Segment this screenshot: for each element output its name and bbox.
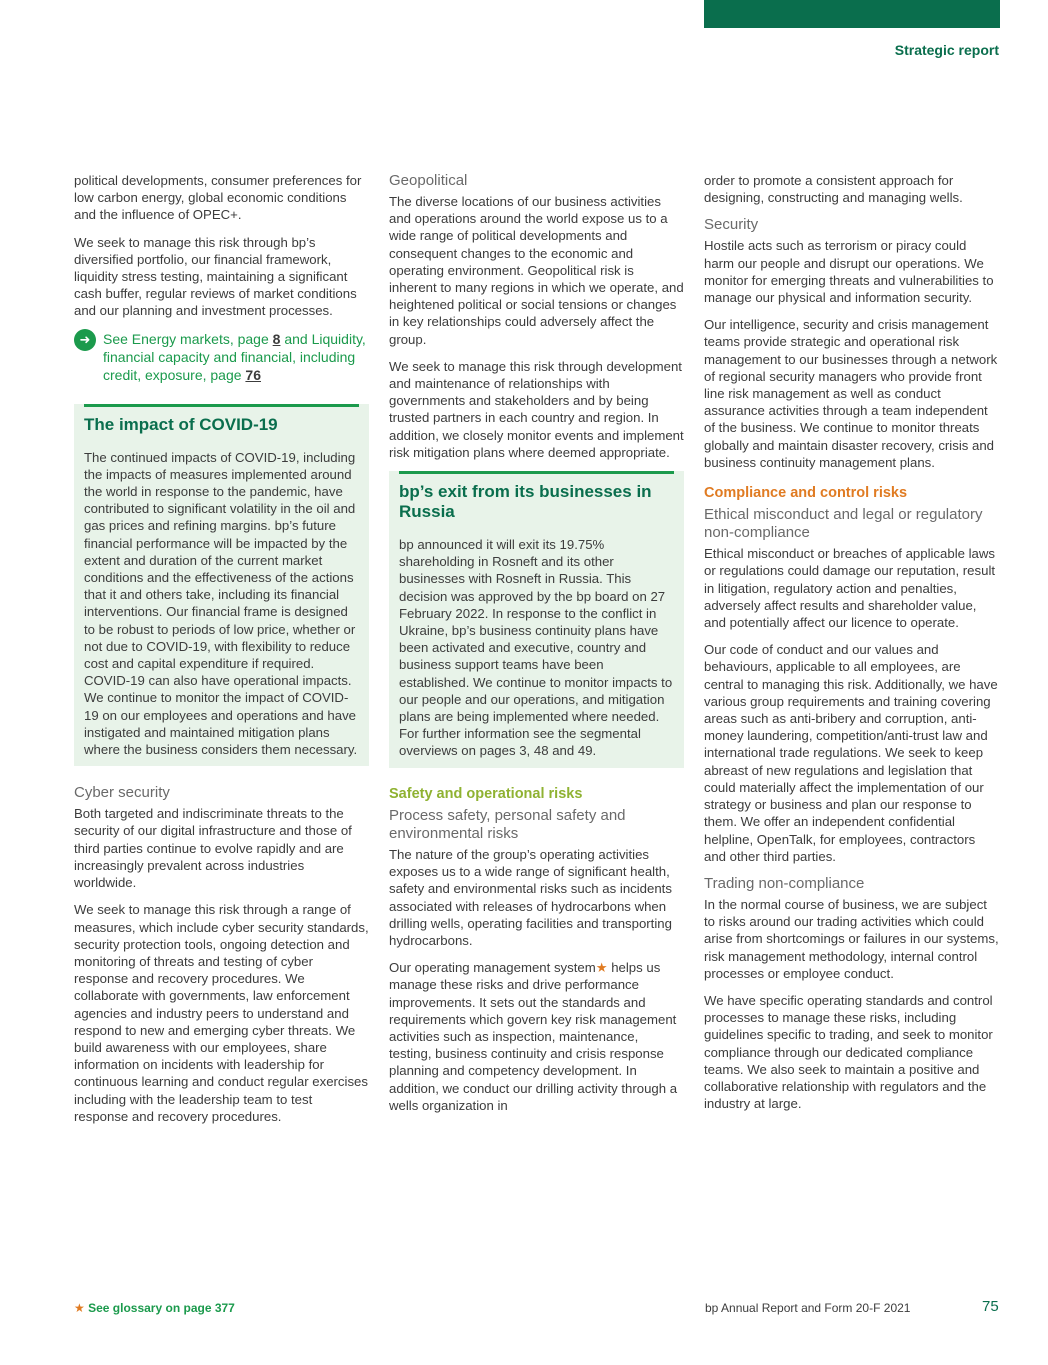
page-link-8[interactable]: 8 <box>272 330 281 347</box>
box-rule <box>399 471 674 474</box>
page-link-76[interactable]: 76 <box>245 366 261 383</box>
paragraph: Hostile acts such as terrorism or piracy could harm our people and disrupt our operations. We monitor for emerging threats and vulnerabilities to manage our physical and information security. <box>704 238 994 306</box>
paragraph: Both targeted and indiscriminate threats to the security of our digital infrastructure and those of third parties continue to evolve rapidly and are increasingly prevalent across industries worldwide. <box>74 806 352 891</box>
glossary-note[interactable]: ★ See glossary on page 377 <box>74 1301 235 1315</box>
paragraph: We seek to manage this risk through a range of measures, which include cyber security standards, security protection tools, ongoing detection and monitoring of threats and testing of cyber response and recovery procedures. We collaborate with governments, law enforcement agencies and industry peers to understand and respond to new and emerging cyber threats. We build awareness with our employees, share information on incidents with leadership for continuous learning and conduct regular exercises including with the leadership team to test response and recovery procedures. <box>74 902 369 1124</box>
paragraph: The diverse locations of our business activities and operations around the world expose us to a wide range of political developments and consequent changes to the economic and operating environment. Geopolitical risk is inherent to many regions in which we operate, and heightened political or social tensions or changes in key relationships could adversely affect the group. <box>389 194 684 347</box>
paragraph: Our operating management system★ helps us manage these risks and drive performance improvements. It sets out the standards and requirements which govern key risk management activities such as inspection, maintenance, testing, business continuity and crisis response planning and competency development. In addition, we conduct our drilling activity through a wells organization in <box>389 960 678 1113</box>
glossary-star-icon: ★ <box>74 1301 85 1315</box>
trading-noncompliance-heading: Trading non-compliance <box>704 874 865 892</box>
glossary-star-icon: ★ <box>595 960 608 976</box>
column-1 <box>74 172 369 1135</box>
arrow-link-icon: ➜ <box>74 329 96 351</box>
cyber-security-heading: Cyber security <box>74 784 170 802</box>
paragraph: We seek to manage this risk through bp’s diversified portfolio, our financial framework, liquidity stress testing, maintaining a significant cash buffer, regular reviews of market conditions and our planning and investment processes. <box>74 234 357 319</box>
paragraph: Our intelligence, security and crisis management teams provide strategic and operational risk management to our businesses through a network of regional security managers who provide front line risk management as well as conduct assurance activities through a team independent of the business. We continue to monitor threats globally and maintain disaster recovery, crisis and business continuity management plans. <box>704 317 998 470</box>
cross-reference-link[interactable] <box>74 330 369 384</box>
section-label: Strategic report <box>894 42 999 58</box>
paragraph: We seek to manage this risk through development and maintenance of relationships with governments and stakeholders and by being trusted partners in each country and region. In addition, we closely monitor events and implement risk mitigation plans where deemed appropriate. <box>389 358 684 460</box>
paragraph: order to promote a consistent approach for designing, constructing and managing wells. <box>704 173 963 206</box>
paragraph: The nature of the group’s operating activities exposes us to a wide range of significant health, safety and environmental risks such as incidents associated with releases of hydrocarbons when drilling wells, operating facilities and transporting hydrocarbons. <box>389 846 672 948</box>
paragraph: Ethical misconduct or breaches of applicable laws or regulations could damage our reputation, result in litigation, regulatory action and penalties, adversely affect results and shareholder value, and potentially affect our licence to operate. <box>704 546 996 631</box>
russia-box-body: bp announced it will exit its 19.75% shareholding in Rosneft and its other businesses with Rosneft in Russia. This decision was approved by the bp board on 27 February 2022. In response to the conflict in Ukraine, bp’s business continuity plans have been activated and executive, country and business support teams have been established. We continue to monitor impacts to our people and our operations, and mitigation plans are being implemented where needed. For further information see the segmental overviews on pages 3, 48 and 49. <box>399 537 673 759</box>
safety-risks-heading: Safety and operational risks <box>389 785 583 802</box>
process-safety-heading: Process safety, personal safety and environmental risks <box>389 806 626 842</box>
covid-box-body: The continued impacts of COVID-19, including the impacts of measures implemented around the world in response to the pandemic, have contributed to significant volatility in the oil and gas prices and refining margins. bp’s future financial performance will be impacted by the extent and duration of the current market conditions and the effectiveness of the actions that it and others take, including its financial interventions. Our financial frame is designed to be robust to periods of low price, whether or not due to COVID-19, with flexibility to reduce cost and capital expenditure if required. COVID-19 can also have operational impacts. We continue to monitor the impact of COVID-19 on our employees and operations and have instigated and maintained mitigation plans where the business considers them necessary. <box>84 449 358 758</box>
paragraph: Our code of conduct and our values and behaviours, applicable to all employees, are central to managing this risk. Additionally, we have various group requirements and training covering areas such as anti-bribery and corruption, anti-money laundering, competition/anti-trust law and international trade regulations. We seek to keep abreast of new regulations and legislation that could materially affect the implementation of our strategy or business and plan our response to them. We offer an independent confidential helpline, OpenTalk, for employees, contractors and other third parties. <box>704 642 998 864</box>
geopolitical-heading: Geopolitical <box>389 172 468 189</box>
security-heading: Security <box>704 216 759 234</box>
ethical-misconduct-heading: Ethical misconduct and legal or regulatory non-compliance <box>704 506 983 542</box>
header-color-bar <box>704 0 1000 28</box>
paragraph: political developments, consumer preferences for low carbon energy, global economic conditions and the influence of OPEC+. <box>74 173 362 223</box>
covid-callout-box <box>74 404 369 767</box>
column-3 <box>704 172 999 1122</box>
russia-box-title: bp’s exit from its businesses in Russia <box>399 482 652 522</box>
paragraph: We have specific operating standards and control processes to manage these risks, including guidelines specific to trading, and seek to monitor compliance through our dedicated compliance teams. We also seek to maintain a positive and collaborative relationship with regulators and the industry at large. <box>704 992 993 1112</box>
compliance-risks-heading: Compliance and control risks <box>704 485 908 502</box>
covid-box-title: The impact of COVID-19 <box>84 414 278 434</box>
report-title: bp Annual Report and Form 20-F 2021 <box>705 1301 911 1315</box>
cross-reference-text[interactable]: See Energy markets, page 8 and Liquidity, financial capacity and financial, including credit, exposure, page 76 <box>103 330 366 383</box>
column-2 <box>389 172 684 1124</box>
box-rule <box>84 404 359 407</box>
page-number: 75 <box>982 1298 999 1315</box>
paragraph: In the normal course of business, we are subject to risks around our trading activities which could arise from shortcomings or failures in our systems, risk management methodology, internal control processes or employee conduct. <box>704 896 999 981</box>
russia-callout-box <box>389 471 684 768</box>
